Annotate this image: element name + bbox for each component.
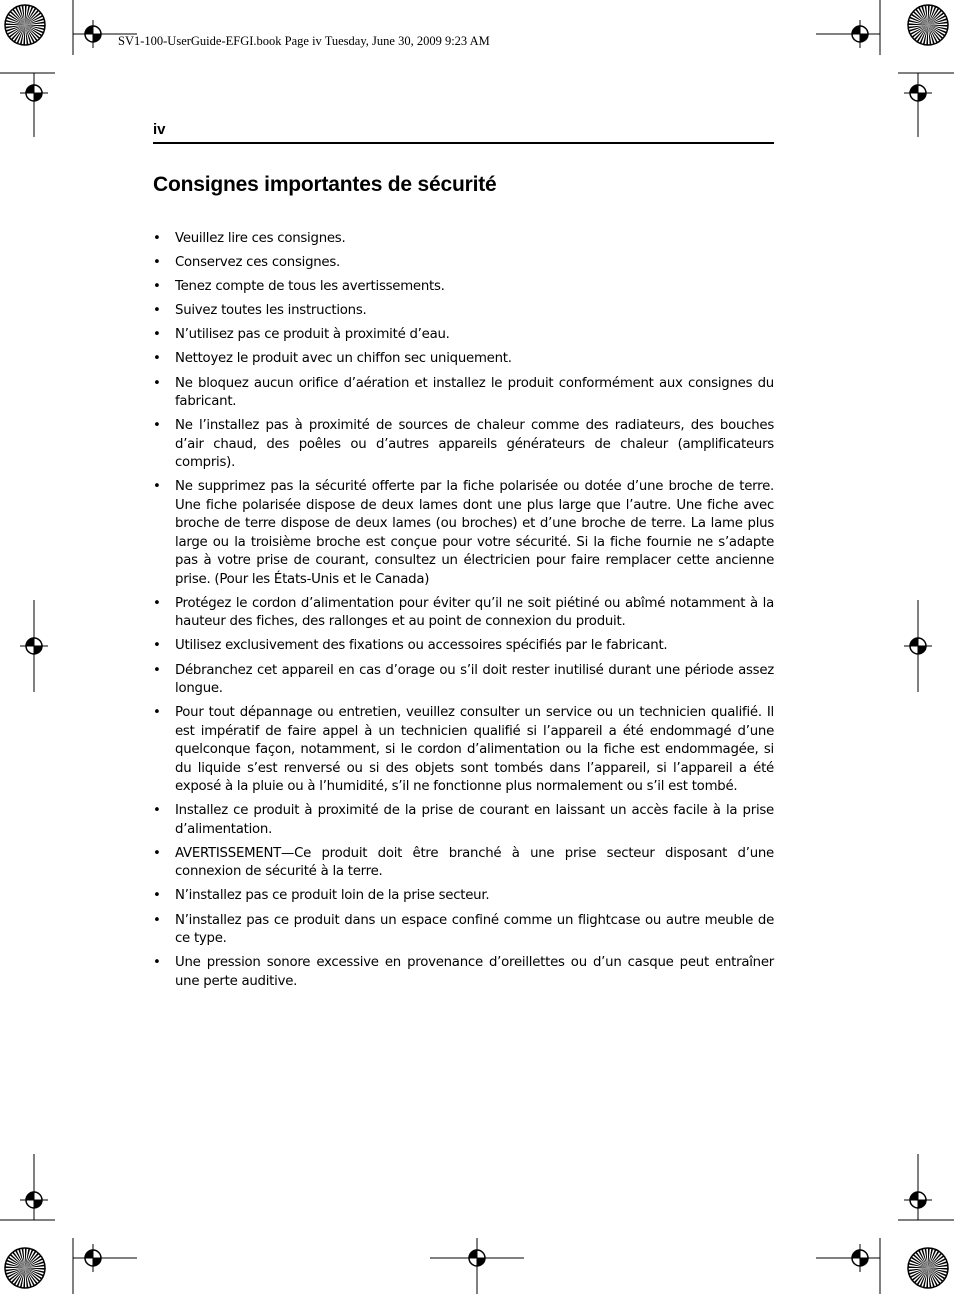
bullet-icon: • [153, 638, 161, 654]
list-item [153, 350, 774, 369]
list-item-text: Installez ce produit à proximité de la prise de courant en laissant un accès facile à la prise d’alimentation. [175, 803, 774, 837]
list-item [153, 637, 774, 656]
bullet-icon: • [153, 845, 161, 861]
list-item-text: Conservez ces consignes. [175, 255, 341, 271]
list-item [153, 662, 774, 699]
list-item-text: N’installez pas ce produit loin de la prise secteur. [175, 888, 490, 904]
starburst-icon [908, 1248, 948, 1288]
list-item [153, 954, 774, 991]
bullet-icon: • [153, 912, 161, 928]
list-item [153, 417, 774, 473]
list-item-text: Nettoyez le produit avec un chiffon sec uniquement. [175, 351, 512, 367]
bullet-icon: • [153, 479, 161, 495]
bullet-icon: • [153, 303, 161, 319]
bullet-icon: • [153, 279, 161, 295]
header-rule [153, 142, 774, 144]
list-item-text: N’utilisez pas ce produit à proximité d’eau. [175, 327, 450, 343]
bullet-icon: • [153, 418, 161, 434]
list-item [153, 326, 774, 345]
list-item-text: Protégez le cordon d’alimentation pour éviter qu’il ne soit piétiné ou abîmé notamment à la hauteur des fiches, des rallonges et au point de connexion du produit. [175, 595, 774, 630]
bullet-icon: • [153, 803, 161, 819]
page-title: Consignes importantes de sécurité [153, 173, 497, 196]
safety-instructions-list [153, 230, 774, 997]
list-item-text: Ne l’installez pas à proximité de sources de chaleur comme des radiateurs, des bouches d’air chaud, des poêles ou d’autres appareils générateurs de chaleur (amplificateurs compris). [175, 418, 774, 471]
list-item [153, 845, 774, 882]
bullet-icon: • [153, 327, 161, 343]
starburst-icon [908, 5, 948, 45]
bullet-icon: • [153, 955, 161, 971]
list-item-text: Tenez compte de tous les avertissements. [175, 279, 445, 295]
bullet-icon: • [153, 351, 161, 367]
bullet-icon: • [153, 375, 161, 391]
list-item-text: N’installez pas ce produit dans un espace confiné comme un flightcase ou autre meuble de ce type. [175, 912, 774, 946]
bullet-icon: • [153, 231, 161, 246]
bullet-icon: • [153, 662, 161, 678]
list-item [153, 912, 774, 949]
bullet-icon: • [153, 595, 161, 611]
list-item-text: Utilisez exclusivement des fixations ou accessoires spécifiés par le fabricant. [175, 638, 668, 654]
list-item [153, 254, 774, 273]
list-item-text: AVERTISSEMENT—Ce produit doit être branché à une prise secteur disposant d’une connexion de sécurité à la terre. [175, 845, 774, 880]
list-item [153, 802, 774, 839]
list-item [153, 375, 774, 412]
bullet-icon: • [153, 255, 161, 271]
list-item [153, 478, 774, 589]
list-item-text: Une pression sonore excessive en provenance d’oreillettes ou d’un casque peut entraîner une perte auditive. [175, 955, 774, 989]
list-item [153, 595, 774, 632]
list-item-text: Suivez toutes les instructions. [175, 303, 367, 319]
list-item [153, 278, 774, 297]
starburst-icon [5, 5, 45, 45]
list-item-text: Veuillez lire ces consignes. [175, 231, 346, 246]
bullet-icon: • [153, 705, 161, 721]
bullet-icon: • [153, 888, 161, 904]
starburst-icon [5, 1248, 45, 1288]
list-item-text: Ne supprimez pas la sécurité offerte par la fiche polarisée ou dotée d’une broche de terre. Une fiche polarisée dispose de deux lames dont une plus large que l’autre. Une fiche avec broche de terre dispose de deux lames (ou broches) et d’une broche de terre. La lame plus large ou la troisième broche est conçue pour votre sécurité. Si la fiche fournie ne s’adapte pas à votre prise de courant, consultez un électricien pour faire remplacer cette ancienne prise. (Pour les États-Unis et le Canada) [175, 479, 774, 587]
list-item-text: Ne bloquez aucun orifice d’aération et installez le produit conformément aux consignes du fabricant. [175, 375, 774, 410]
list-item [153, 230, 774, 249]
list-item-text: Pour tout dépannage ou entretien, veuillez consulter un service ou un technicien qualifié. Il est impératif de faire appel à un technicien qualifié si l’appareil a été endommagé d’une quelconque façon, notamment, si le cordon d’alimentation ou la fiche est endommagée, si du liquide s’est renversé ou si des objets sont tombés dans l’appareil, si l’appareil a été exposé à la pluie ou à l’humidité, s’il ne fonctionne plus normalement ou s’il est tombé. [175, 705, 774, 795]
print-slug: SV1-100-UserGuide-EFGI.book Page iv Tuesday, June 30, 2009 9:23 AM [118, 34, 490, 48]
list-item [153, 302, 774, 321]
page-number: iv [153, 121, 166, 138]
list-item [153, 887, 774, 906]
list-item [153, 704, 774, 797]
list-item-text: Débranchez cet appareil en cas d’orage ou s’il doit rester inutilisé durant une période assez longue. [175, 662, 774, 697]
